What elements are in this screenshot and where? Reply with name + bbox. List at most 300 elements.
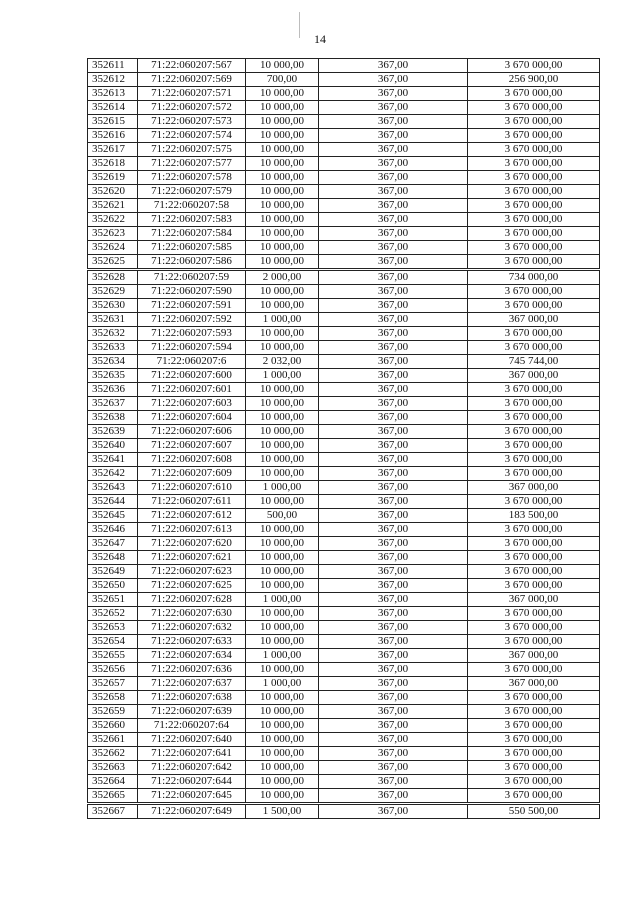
value-cell: 3 670 000,00 <box>468 143 600 157</box>
rate-cell: 367,00 <box>319 327 468 341</box>
area-cell: 1 000,00 <box>246 481 319 495</box>
area-cell: 1 000,00 <box>246 649 319 663</box>
cadastral-number-cell: 71:22:060207:592 <box>138 313 246 327</box>
table-row <box>88 383 600 397</box>
area-cell: 10 000,00 <box>246 299 319 313</box>
value-cell: 3 670 000,00 <box>468 579 600 593</box>
row-number-cell: 352646 <box>88 523 138 537</box>
area-cell: 10 000,00 <box>246 129 319 143</box>
area-cell: 10 000,00 <box>246 171 319 185</box>
cadastral-number-cell: 71:22:060207:608 <box>138 453 246 467</box>
cadastral-number-cell: 71:22:060207:578 <box>138 171 246 185</box>
rate-cell: 367,00 <box>319 523 468 537</box>
rate-cell: 367,00 <box>319 635 468 649</box>
value-cell: 3 670 000,00 <box>468 789 600 804</box>
table-row <box>88 213 600 227</box>
area-cell: 700,00 <box>246 73 319 87</box>
cadastral-number-cell: 71:22:060207:594 <box>138 341 246 355</box>
table-row <box>88 101 600 115</box>
value-cell: 3 670 000,00 <box>468 705 600 719</box>
area-cell: 10 000,00 <box>246 285 319 299</box>
land-plot-table-body <box>88 59 600 819</box>
row-number-cell: 352630 <box>88 299 138 313</box>
value-cell: 3 670 000,00 <box>468 537 600 551</box>
row-number-cell: 352638 <box>88 411 138 425</box>
table-row <box>88 509 600 523</box>
row-number-cell: 352616 <box>88 129 138 143</box>
area-cell: 10 000,00 <box>246 537 319 551</box>
rate-cell: 367,00 <box>319 719 468 733</box>
rate-cell: 367,00 <box>319 593 468 607</box>
row-number-cell: 352665 <box>88 789 138 804</box>
row-number-cell: 352632 <box>88 327 138 341</box>
value-cell: 367 000,00 <box>468 649 600 663</box>
table-row <box>88 143 600 157</box>
row-number-cell: 352650 <box>88 579 138 593</box>
table-row <box>88 299 600 313</box>
row-number-cell: 352649 <box>88 565 138 579</box>
value-cell: 3 670 000,00 <box>468 101 600 115</box>
row-number-cell: 352613 <box>88 87 138 101</box>
cadastral-number-cell: 71:22:060207:640 <box>138 733 246 747</box>
area-cell: 10 000,00 <box>246 607 319 621</box>
cadastral-number-cell: 71:22:060207:613 <box>138 523 246 537</box>
cadastral-number-cell: 71:22:060207:642 <box>138 761 246 775</box>
row-number-cell: 352661 <box>88 733 138 747</box>
area-cell: 10 000,00 <box>246 87 319 101</box>
cadastral-number-cell: 71:22:060207:609 <box>138 467 246 481</box>
rate-cell: 367,00 <box>319 789 468 804</box>
cadastral-number-cell: 71:22:060207:569 <box>138 73 246 87</box>
land-plot-table <box>87 58 600 819</box>
table-row <box>88 171 600 185</box>
value-cell: 3 670 000,00 <box>468 213 600 227</box>
value-cell: 3 670 000,00 <box>468 327 600 341</box>
table-row <box>88 481 600 495</box>
value-cell: 734 000,00 <box>468 270 600 285</box>
rate-cell: 367,00 <box>319 411 468 425</box>
cadastral-number-cell: 71:22:060207:572 <box>138 101 246 115</box>
row-number-cell: 352623 <box>88 227 138 241</box>
cadastral-number-cell: 71:22:060207:606 <box>138 425 246 439</box>
row-number-cell: 352653 <box>88 621 138 635</box>
value-cell: 3 670 000,00 <box>468 87 600 101</box>
row-number-cell: 352640 <box>88 439 138 453</box>
value-cell: 3 670 000,00 <box>468 691 600 705</box>
area-cell: 10 000,00 <box>246 199 319 213</box>
table-row <box>88 804 600 819</box>
cadastral-number-cell: 71:22:060207:591 <box>138 299 246 313</box>
rate-cell: 367,00 <box>319 804 468 819</box>
cadastral-number-cell: 71:22:060207:636 <box>138 663 246 677</box>
rate-cell: 367,00 <box>319 733 468 747</box>
area-cell: 10 000,00 <box>246 635 319 649</box>
area-cell: 10 000,00 <box>246 523 319 537</box>
table-row <box>88 157 600 171</box>
row-number-cell: 352644 <box>88 495 138 509</box>
table-row <box>88 789 600 804</box>
value-cell: 3 670 000,00 <box>468 185 600 199</box>
table-row <box>88 607 600 621</box>
cadastral-number-cell: 71:22:060207:593 <box>138 327 246 341</box>
rate-cell: 367,00 <box>319 143 468 157</box>
table-row <box>88 579 600 593</box>
table-row <box>88 341 600 355</box>
cadastral-number-cell: 71:22:060207:649 <box>138 804 246 819</box>
table-row <box>88 327 600 341</box>
row-number-cell: 352662 <box>88 747 138 761</box>
rate-cell: 367,00 <box>319 705 468 719</box>
table-row <box>88 593 600 607</box>
rate-cell: 367,00 <box>319 255 468 270</box>
value-cell: 367 000,00 <box>468 369 600 383</box>
row-number-cell: 352664 <box>88 775 138 789</box>
rate-cell: 367,00 <box>319 663 468 677</box>
area-cell: 10 000,00 <box>246 157 319 171</box>
rate-cell: 367,00 <box>319 299 468 313</box>
table-row <box>88 129 600 143</box>
value-cell: 3 670 000,00 <box>468 467 600 481</box>
rate-cell: 367,00 <box>319 537 468 551</box>
rate-cell: 367,00 <box>319 579 468 593</box>
table-row <box>88 355 600 369</box>
rate-cell: 367,00 <box>319 101 468 115</box>
rate-cell: 367,00 <box>319 467 468 481</box>
table-row <box>88 87 600 101</box>
cadastral-number-cell: 71:22:060207:638 <box>138 691 246 705</box>
cadastral-number-cell: 71:22:060207:567 <box>138 59 246 73</box>
area-cell: 10 000,00 <box>246 621 319 635</box>
row-number-cell: 352629 <box>88 285 138 299</box>
area-cell: 1 000,00 <box>246 677 319 691</box>
value-cell: 3 670 000,00 <box>468 439 600 453</box>
value-cell: 367 000,00 <box>468 677 600 691</box>
cadastral-number-cell: 71:22:060207:58 <box>138 199 246 213</box>
cadastral-number-cell: 71:22:060207:571 <box>138 87 246 101</box>
value-cell: 3 670 000,00 <box>468 157 600 171</box>
rate-cell: 367,00 <box>319 87 468 101</box>
cadastral-number-cell: 71:22:060207:630 <box>138 607 246 621</box>
area-cell: 10 000,00 <box>246 565 319 579</box>
table-row <box>88 705 600 719</box>
row-number-cell: 352624 <box>88 241 138 255</box>
area-cell: 10 000,00 <box>246 327 319 341</box>
table-row <box>88 523 600 537</box>
rate-cell: 367,00 <box>319 59 468 73</box>
cadastral-number-cell: 71:22:060207:579 <box>138 185 246 199</box>
cadastral-number-cell: 71:22:060207:573 <box>138 115 246 129</box>
value-cell: 3 670 000,00 <box>468 199 600 213</box>
value-cell: 3 670 000,00 <box>468 411 600 425</box>
rate-cell: 367,00 <box>319 509 468 523</box>
cadastral-number-cell: 71:22:060207:585 <box>138 241 246 255</box>
area-cell: 10 000,00 <box>246 705 319 719</box>
row-number-cell: 352645 <box>88 509 138 523</box>
table-row <box>88 73 600 87</box>
value-cell: 3 670 000,00 <box>468 59 600 73</box>
rate-cell: 367,00 <box>319 129 468 143</box>
row-number-cell: 352660 <box>88 719 138 733</box>
rate-cell: 367,00 <box>319 383 468 397</box>
rate-cell: 367,00 <box>319 439 468 453</box>
area-cell: 10 000,00 <box>246 425 319 439</box>
area-cell: 10 000,00 <box>246 341 319 355</box>
table-row <box>88 733 600 747</box>
rate-cell: 367,00 <box>319 199 468 213</box>
value-cell: 3 670 000,00 <box>468 453 600 467</box>
area-cell: 1 500,00 <box>246 804 319 819</box>
row-number-cell: 352647 <box>88 537 138 551</box>
value-cell: 3 670 000,00 <box>468 171 600 185</box>
area-cell: 10 000,00 <box>246 383 319 397</box>
area-cell: 10 000,00 <box>246 467 319 481</box>
row-number-cell: 352642 <box>88 467 138 481</box>
area-cell: 10 000,00 <box>246 453 319 467</box>
area-cell: 10 000,00 <box>246 213 319 227</box>
table-row <box>88 59 600 73</box>
area-cell: 10 000,00 <box>246 761 319 775</box>
table-row <box>88 227 600 241</box>
table-row <box>88 270 600 285</box>
value-cell: 3 670 000,00 <box>468 341 600 355</box>
area-cell: 10 000,00 <box>246 115 319 129</box>
value-cell: 745 744,00 <box>468 355 600 369</box>
area-cell: 10 000,00 <box>246 691 319 705</box>
table-row <box>88 537 600 551</box>
value-cell: 3 670 000,00 <box>468 495 600 509</box>
rate-cell: 367,00 <box>319 607 468 621</box>
table-row <box>88 663 600 677</box>
value-cell: 367 000,00 <box>468 481 600 495</box>
cadastral-number-cell: 71:22:060207:610 <box>138 481 246 495</box>
table-row <box>88 313 600 327</box>
rate-cell: 367,00 <box>319 285 468 299</box>
cadastral-number-cell: 71:22:060207:633 <box>138 635 246 649</box>
rate-cell: 367,00 <box>319 241 468 255</box>
value-cell: 367 000,00 <box>468 313 600 327</box>
value-cell: 3 670 000,00 <box>468 397 600 411</box>
area-cell: 10 000,00 <box>246 59 319 73</box>
cadastral-number-cell: 71:22:060207:644 <box>138 775 246 789</box>
row-number-cell: 352633 <box>88 341 138 355</box>
area-cell: 1 000,00 <box>246 313 319 327</box>
rate-cell: 367,00 <box>319 185 468 199</box>
table-row <box>88 495 600 509</box>
table-row <box>88 761 600 775</box>
table-row <box>88 565 600 579</box>
table-row <box>88 439 600 453</box>
row-number-cell: 352636 <box>88 383 138 397</box>
value-cell: 3 670 000,00 <box>468 663 600 677</box>
cadastral-number-cell: 71:22:060207:641 <box>138 747 246 761</box>
table-row <box>88 775 600 789</box>
area-cell: 10 000,00 <box>246 255 319 270</box>
cadastral-number-cell: 71:22:060207:603 <box>138 397 246 411</box>
table-row <box>88 397 600 411</box>
row-number-cell: 352635 <box>88 369 138 383</box>
rate-cell: 367,00 <box>319 677 468 691</box>
row-number-cell: 352657 <box>88 677 138 691</box>
rate-cell: 367,00 <box>319 747 468 761</box>
table-row <box>88 425 600 439</box>
rate-cell: 367,00 <box>319 551 468 565</box>
row-number-cell: 352614 <box>88 101 138 115</box>
cadastral-number-cell: 71:22:060207:639 <box>138 705 246 719</box>
value-cell: 256 900,00 <box>468 73 600 87</box>
value-cell: 3 670 000,00 <box>468 115 600 129</box>
cadastral-number-cell: 71:22:060207:625 <box>138 579 246 593</box>
table-row <box>88 453 600 467</box>
rate-cell: 367,00 <box>319 115 468 129</box>
row-number-cell: 352611 <box>88 59 138 73</box>
area-cell: 2 000,00 <box>246 270 319 285</box>
area-cell: 10 000,00 <box>246 663 319 677</box>
value-cell: 3 670 000,00 <box>468 733 600 747</box>
value-cell: 183 500,00 <box>468 509 600 523</box>
rate-cell: 367,00 <box>319 453 468 467</box>
row-number-cell: 352654 <box>88 635 138 649</box>
row-number-cell: 352667 <box>88 804 138 819</box>
value-cell: 3 670 000,00 <box>468 761 600 775</box>
row-number-cell: 352628 <box>88 270 138 285</box>
cadastral-number-cell: 71:22:060207:645 <box>138 789 246 804</box>
value-cell: 3 670 000,00 <box>468 607 600 621</box>
cadastral-number-cell: 71:22:060207:637 <box>138 677 246 691</box>
row-number-cell: 352652 <box>88 607 138 621</box>
table-row <box>88 621 600 635</box>
value-cell: 3 670 000,00 <box>468 523 600 537</box>
area-cell: 10 000,00 <box>246 185 319 199</box>
rate-cell: 367,00 <box>319 73 468 87</box>
rate-cell: 367,00 <box>319 270 468 285</box>
row-number-cell: 352618 <box>88 157 138 171</box>
cadastral-number-cell: 71:22:060207:64 <box>138 719 246 733</box>
row-number-cell: 352620 <box>88 185 138 199</box>
value-cell: 3 670 000,00 <box>468 299 600 313</box>
cadastral-number-cell: 71:22:060207:632 <box>138 621 246 635</box>
rate-cell: 367,00 <box>319 775 468 789</box>
rate-cell: 367,00 <box>319 621 468 635</box>
area-cell: 10 000,00 <box>246 551 319 565</box>
rate-cell: 367,00 <box>319 341 468 355</box>
value-cell: 3 670 000,00 <box>468 255 600 270</box>
area-cell: 1 000,00 <box>246 369 319 383</box>
area-cell: 500,00 <box>246 509 319 523</box>
cadastral-number-cell: 71:22:060207:634 <box>138 649 246 663</box>
area-cell: 10 000,00 <box>246 579 319 593</box>
table-row <box>88 411 600 425</box>
cadastral-number-cell: 71:22:060207:6 <box>138 355 246 369</box>
row-number-cell: 352622 <box>88 213 138 227</box>
table-row <box>88 285 600 299</box>
cadastral-number-cell: 71:22:060207:612 <box>138 509 246 523</box>
rate-cell: 367,00 <box>319 425 468 439</box>
rate-cell: 367,00 <box>319 369 468 383</box>
row-number-cell: 352651 <box>88 593 138 607</box>
cadastral-number-cell: 71:22:060207:586 <box>138 255 246 270</box>
table-row <box>88 747 600 761</box>
rate-cell: 367,00 <box>319 649 468 663</box>
table-row <box>88 677 600 691</box>
area-cell: 10 000,00 <box>246 397 319 411</box>
rate-cell: 367,00 <box>319 495 468 509</box>
rate-cell: 367,00 <box>319 397 468 411</box>
table-row <box>88 719 600 733</box>
rate-cell: 367,00 <box>319 227 468 241</box>
rate-cell: 367,00 <box>319 213 468 227</box>
cadastral-number-cell: 71:22:060207:574 <box>138 129 246 143</box>
rate-cell: 367,00 <box>319 313 468 327</box>
row-number-cell: 352634 <box>88 355 138 369</box>
area-cell: 10 000,00 <box>246 101 319 115</box>
row-number-cell: 352659 <box>88 705 138 719</box>
area-cell: 10 000,00 <box>246 789 319 804</box>
value-cell: 3 670 000,00 <box>468 227 600 241</box>
row-number-cell: 352658 <box>88 691 138 705</box>
area-cell: 10 000,00 <box>246 775 319 789</box>
value-cell: 3 670 000,00 <box>468 383 600 397</box>
cadastral-number-cell: 71:22:060207:623 <box>138 565 246 579</box>
value-cell: 367 000,00 <box>468 593 600 607</box>
table-row <box>88 199 600 213</box>
row-number-cell: 352625 <box>88 255 138 270</box>
table-row <box>88 635 600 649</box>
row-number-cell: 352643 <box>88 481 138 495</box>
page-number: 14 <box>314 32 326 46</box>
cadastral-number-cell: 71:22:060207:583 <box>138 213 246 227</box>
rate-cell: 367,00 <box>319 691 468 705</box>
table-row <box>88 551 600 565</box>
rate-cell: 367,00 <box>319 761 468 775</box>
value-cell: 550 500,00 <box>468 804 600 819</box>
area-cell: 10 000,00 <box>246 495 319 509</box>
rate-cell: 367,00 <box>319 481 468 495</box>
cadastral-number-cell: 71:22:060207:577 <box>138 157 246 171</box>
row-number-cell: 352648 <box>88 551 138 565</box>
value-cell: 3 670 000,00 <box>468 719 600 733</box>
cadastral-number-cell: 71:22:060207:611 <box>138 495 246 509</box>
row-number-cell: 352615 <box>88 115 138 129</box>
table-row <box>88 255 600 270</box>
area-cell: 2 032,00 <box>246 355 319 369</box>
cadastral-number-cell: 71:22:060207:600 <box>138 369 246 383</box>
value-cell: 3 670 000,00 <box>468 425 600 439</box>
value-cell: 3 670 000,00 <box>468 565 600 579</box>
table-row <box>88 185 600 199</box>
area-cell: 10 000,00 <box>246 439 319 453</box>
value-cell: 3 670 000,00 <box>468 747 600 761</box>
row-number-cell: 352663 <box>88 761 138 775</box>
area-cell: 10 000,00 <box>246 747 319 761</box>
cadastral-number-cell: 71:22:060207:621 <box>138 551 246 565</box>
rate-cell: 367,00 <box>319 355 468 369</box>
cadastral-number-cell: 71:22:060207:607 <box>138 439 246 453</box>
table-row <box>88 467 600 481</box>
table-row <box>88 691 600 705</box>
value-cell: 3 670 000,00 <box>468 621 600 635</box>
value-cell: 3 670 000,00 <box>468 241 600 255</box>
row-number-cell: 352639 <box>88 425 138 439</box>
value-cell: 3 670 000,00 <box>468 129 600 143</box>
row-number-cell: 352656 <box>88 663 138 677</box>
value-cell: 3 670 000,00 <box>468 775 600 789</box>
area-cell: 10 000,00 <box>246 733 319 747</box>
rate-cell: 367,00 <box>319 171 468 185</box>
row-number-cell: 352631 <box>88 313 138 327</box>
rate-cell: 367,00 <box>319 565 468 579</box>
cadastral-number-cell: 71:22:060207:604 <box>138 411 246 425</box>
row-number-cell: 352621 <box>88 199 138 213</box>
